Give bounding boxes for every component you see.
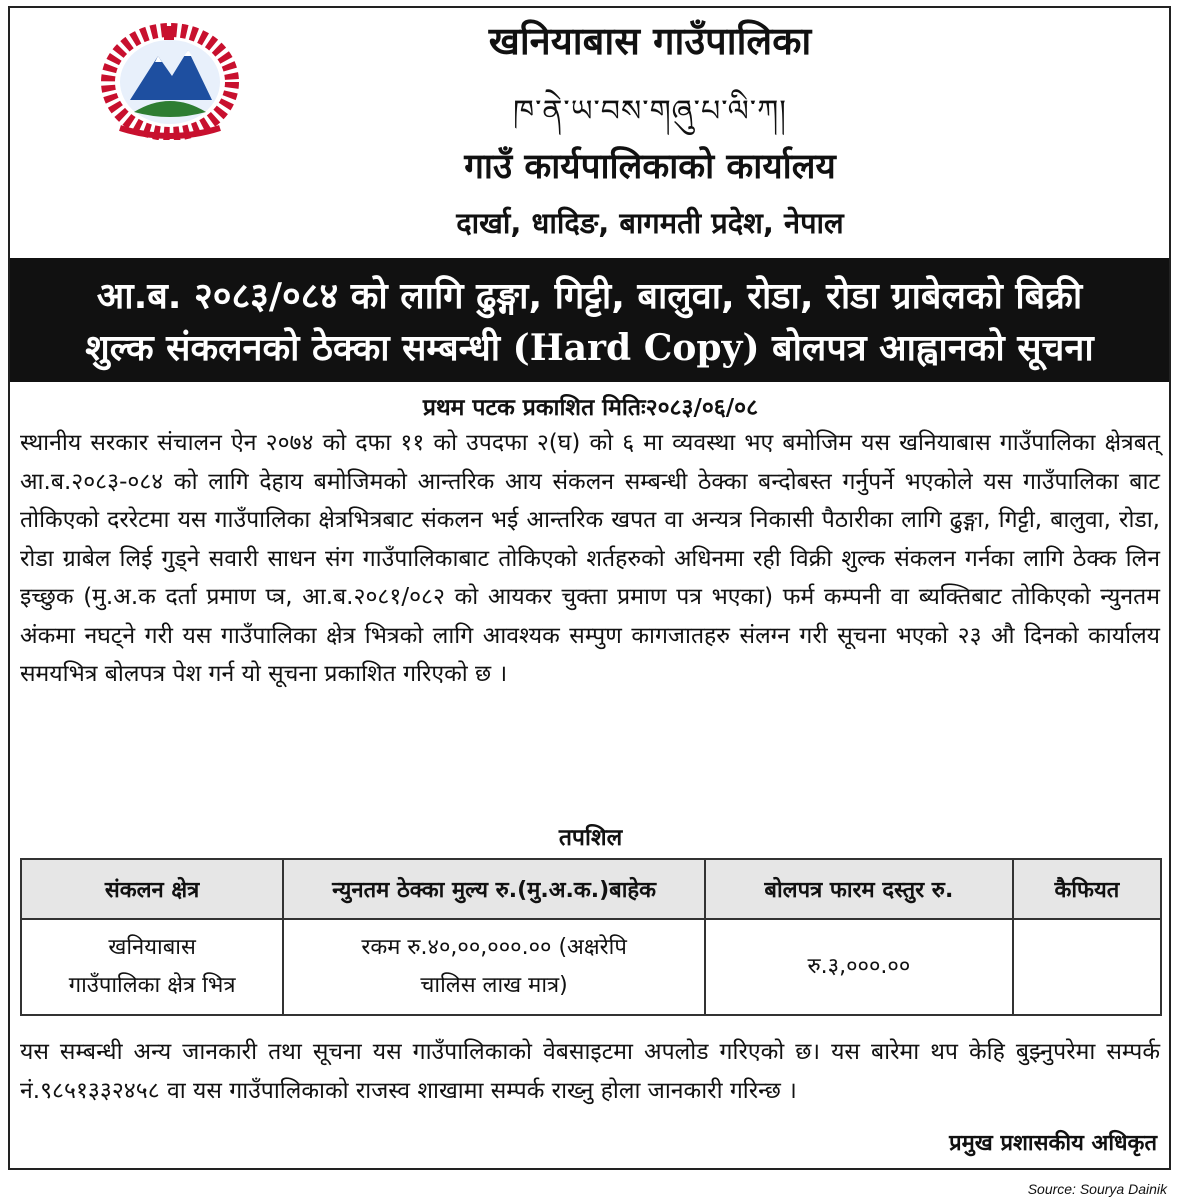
notice-title-banner xyxy=(10,258,1169,382)
cell-form-fee: रु.३,०००.०० xyxy=(705,919,1013,1015)
schedule-table xyxy=(20,858,1162,1016)
schedule-title: तपशिल xyxy=(558,825,623,851)
col-header-area: संकलन क्षेत्र xyxy=(21,859,283,919)
cell-remarks xyxy=(1013,919,1161,1015)
footer-paragraph: यस सम्बन्धी अन्य जानकारी तथा सूचना यस गाउँपालिकाको वेबसाइटमा अपलोड गरिएको छ। यस बारेमा थप केहि बुझ्नुपरेमा सम्पर्क नं.९८५१३३२४५८ वा यस गाउँपालिकाको राजस्व शाखामा सम्पर्क राख्नु होला जानकारी गरिन्छ । xyxy=(20,1039,1160,1104)
cell-min-amount xyxy=(283,919,705,1015)
nepal-emblem-icon xyxy=(100,20,240,140)
municipality-name-tibetan: ཁ་ནེ་ཡ་བས་གཞུ་པ་ལི་ཀ། xyxy=(513,94,787,129)
publication-date: प्रथम पटक प्रकाशित मितिः२०८३/०६/०८ xyxy=(422,395,759,421)
cell-area-line1: खनियाबास xyxy=(108,935,196,960)
table-header-row xyxy=(21,859,1161,919)
title-line2-pre: शुल्क संकलनको ठेक्का सम्बन्धी xyxy=(85,328,513,369)
title-line2-english: (Hard Copy) xyxy=(512,327,760,369)
table-row xyxy=(21,919,1161,1015)
office-address: दार्खा, धादिङ, बागमती प्रदेश, नेपाल xyxy=(456,206,844,240)
municipality-name: खनियाबास गाउँपालिका xyxy=(488,19,812,63)
signatory-title: प्रमुख प्रशासकीय अधिकृत xyxy=(949,1131,1157,1156)
notice-title-line1: आ.ब. २०८३/०८४ को लागि ढुङ्गा, गिट्टी, बालुवा, रोडा, रोडा ग्राबेलको बिक्री xyxy=(96,276,1083,317)
cell-area-line2: गाउँपालिका क्षेत्र भित्र xyxy=(68,973,236,998)
cell-area xyxy=(21,919,283,1015)
source-credit: Source: Sourya Dainik xyxy=(1027,1181,1167,1197)
col-header-min-amount: न्युनतम ठेक्का मुल्य रु.(मु.अ.क.)बाहेक xyxy=(283,859,705,919)
cell-amount-line1: रकम रु.४०,००,०००.०० (अक्षरेपि xyxy=(361,935,627,960)
col-header-remarks: कैफियत xyxy=(1013,859,1161,919)
title-line2-post: बोलपत्र आह्वानको सूचना xyxy=(759,328,1094,369)
col-header-form-fee: बोलपत्र फारम दस्तुर रु. xyxy=(705,859,1013,919)
office-name: गाउँ कार्यपालिकाको कार्यालय xyxy=(464,147,836,187)
cell-amount-line2: चालिस लाख मात्र) xyxy=(420,973,568,998)
body-paragraph: स्थानीय सरकार संचालन ऐन २०७४ को दफा ११ को उपदफा २(घ) को ६ मा व्यवस्था भए बमोजिम यस खनियाबास गाउँपालिका क्षेत्रबत् आ.ब.२०८३-०८४ को लागि देहाय बमोजिमको आन्तरिक आय संकलन सम्बन्धी ठेक्का बन्दोबस्त गर्नुपर्ने भएकोले यस गाउँपालिका बाट तोकिएको दररेटमा यस गाउँपालिका क्षेत्रभित्रबाट संकलन भई आन्तरिक खपत वा अन्यत्र निकासी पैठारीका लागि ढुङ्गा, गिट्टी, बालुवा, रोडा, रोडा ग्राबेल लिई गुड्ने सवारी साधन संग गाउँपालिकाबाट तोकिएको शर्तहरुको अधिनमा रही विक्री शुल्क संकलन गर्नका लागि ठेक्क लिन इच्छुक (मु.अ.क दर्ता प्रमाण प्त्र, आ.ब.२०८१/०८२ को आयकर चुक्ता प्रमाण पत्र भएका) फर्म कम्पनी वा ब्यक्तिबाट तोकिएको न्युनतम अंकमा नघट्ने गरी यस गाउँपालिका क्षेत्र भित्रको लागि आवश्यक सम्पुण कागजातहरु संलग्न गरी सूचना भएको २३ औ दिनको कार्यालय समयभित्र बोलपत्र पेश गर्न यो सूचना प्रकाशित गरिएको छ । xyxy=(20,430,1160,687)
notice-title-line2 xyxy=(10,322,1169,371)
